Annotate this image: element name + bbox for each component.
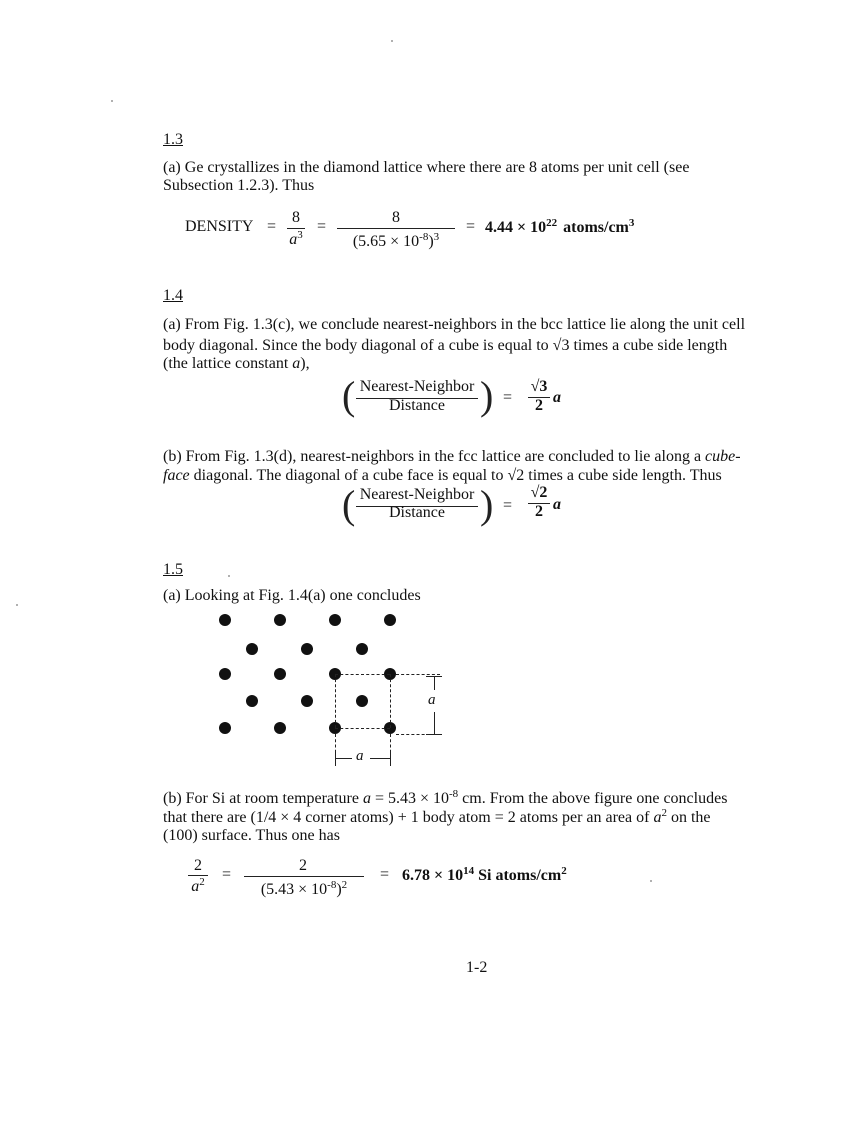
equals-sign: = xyxy=(267,218,277,235)
paragraph-line: Subsection 1.2.3). Thus xyxy=(163,177,315,194)
paragraph-line: (a) From Fig. 1.3(c), we conclude nearest-neighbors in the bcc lattice lie along the unit cell xyxy=(163,316,746,333)
equals-sign: = xyxy=(466,218,476,235)
section-heading-1-4: 1.4 xyxy=(163,287,183,304)
scan-speck xyxy=(650,880,652,882)
lattice-constant-a: a xyxy=(553,389,561,406)
density-result: $4.44 \times 10^{22}$ atoms/$cm^3$ xyxy=(485,217,635,236)
equals-sign: = xyxy=(503,497,513,514)
sqrt2: √2 xyxy=(530,484,548,501)
unit-cell-edge xyxy=(390,674,391,728)
right-paren: ) xyxy=(480,482,494,527)
sqrt3: √3 xyxy=(530,378,548,395)
section-heading-1-3: 1.3 xyxy=(163,131,183,148)
dimension-label-a: a xyxy=(356,748,364,764)
fraction-numerator: 8 xyxy=(292,209,300,226)
unit-cell-edge xyxy=(335,728,390,729)
atom xyxy=(246,695,258,707)
fraction-numerator: Nearest-Neighbor xyxy=(359,486,475,503)
dimension-line xyxy=(335,758,352,759)
dimension-label-a: a xyxy=(428,692,436,708)
density-label: DENSITY xyxy=(185,218,254,235)
atom xyxy=(246,643,258,655)
paragraph-line: (b) For Si at room temperature $a = 5.43 \times 10^{-8}$ cm. From the above figure one concludes xyxy=(163,788,728,807)
equals-sign: = xyxy=(317,218,327,235)
paragraph-line: (100) surface. Thus one has xyxy=(163,827,340,844)
atom xyxy=(219,722,231,734)
fraction-denominator: $(5.65 \times 10^{-8})^3$ xyxy=(352,231,440,250)
dimension-line xyxy=(434,676,435,690)
atom xyxy=(301,695,313,707)
paragraph-line: that there are (1/4 × 4 corner atoms) + 1 body atom = 2 atoms per an area of $a^2$ on the xyxy=(163,807,711,826)
dimension-line xyxy=(434,712,435,734)
atom xyxy=(356,695,368,707)
fraction-numerator: 2 xyxy=(194,857,202,874)
scan-speck xyxy=(111,100,113,102)
unit-cell-edge xyxy=(335,674,390,675)
paragraph-line: (a) Ge crystallizes in the diamond lattice where there are 8 atoms per unit cell (see xyxy=(163,159,690,176)
fraction-denominator: Distance xyxy=(389,397,445,414)
fraction-denominator: Distance xyxy=(389,504,445,521)
paragraph-line: (the lattice constant a), xyxy=(163,355,310,372)
equals-sign: = xyxy=(503,389,513,406)
lattice-constant-a: a xyxy=(553,496,561,513)
fraction-bar xyxy=(337,228,455,229)
paragraph-line: (b) From Fig. 1.3(d), nearest-neighbors in the fcc lattice are concluded to lie along a cube- xyxy=(163,448,741,465)
fraction-bar xyxy=(188,875,208,876)
equals-sign: = xyxy=(380,866,390,883)
atom xyxy=(274,614,286,626)
left-paren: ( xyxy=(342,373,356,418)
fraction-bar xyxy=(244,876,364,877)
atom xyxy=(384,614,396,626)
scan-speck xyxy=(16,604,18,606)
fraction-denominator: 2 xyxy=(535,397,543,414)
left-paren: ( xyxy=(342,482,356,527)
atom xyxy=(219,668,231,680)
paragraph-line: body diagonal. Since the body diagonal of a cube is equal to √3 times a cube side length xyxy=(163,337,728,354)
right-paren: ) xyxy=(480,373,494,418)
fraction-denominator: 2 xyxy=(535,503,543,520)
fraction-numerator: 8 xyxy=(392,209,400,226)
atom xyxy=(274,722,286,734)
dimension-line xyxy=(370,758,390,759)
fraction-denominator: $(5.43 \times 10^{-8})^2$ xyxy=(260,879,348,898)
atom xyxy=(301,643,313,655)
scan-speck xyxy=(228,575,230,577)
dimension-tick xyxy=(426,734,442,735)
fraction-numerator: 2 xyxy=(299,857,307,874)
paragraph-line: (a) Looking at Fig. 1.4(a) one concludes xyxy=(163,587,421,604)
atom xyxy=(219,614,231,626)
unit-cell-edge xyxy=(335,674,336,728)
surface-density-result: $6.78 \times 10^{14}$ Si atoms/$cm^2$ xyxy=(402,865,567,884)
scan-speck xyxy=(391,40,393,42)
atom xyxy=(274,668,286,680)
equals-sign: = xyxy=(222,866,232,883)
fraction-denominator: $a^3$ xyxy=(289,229,303,248)
page-number: 1-2 xyxy=(466,959,488,976)
atom xyxy=(329,614,341,626)
dimension-tick xyxy=(390,750,391,766)
section-heading-1-5: 1.5 xyxy=(163,561,183,578)
paragraph-line: face diagonal. The diagonal of a cube face is equal to √2 times a cube side length. Thus xyxy=(163,467,722,484)
fraction-numerator: Nearest-Neighbor xyxy=(359,378,475,395)
dimension-extension xyxy=(396,674,440,675)
fraction-denominator: $a^2$ xyxy=(191,876,205,895)
atom xyxy=(356,643,368,655)
